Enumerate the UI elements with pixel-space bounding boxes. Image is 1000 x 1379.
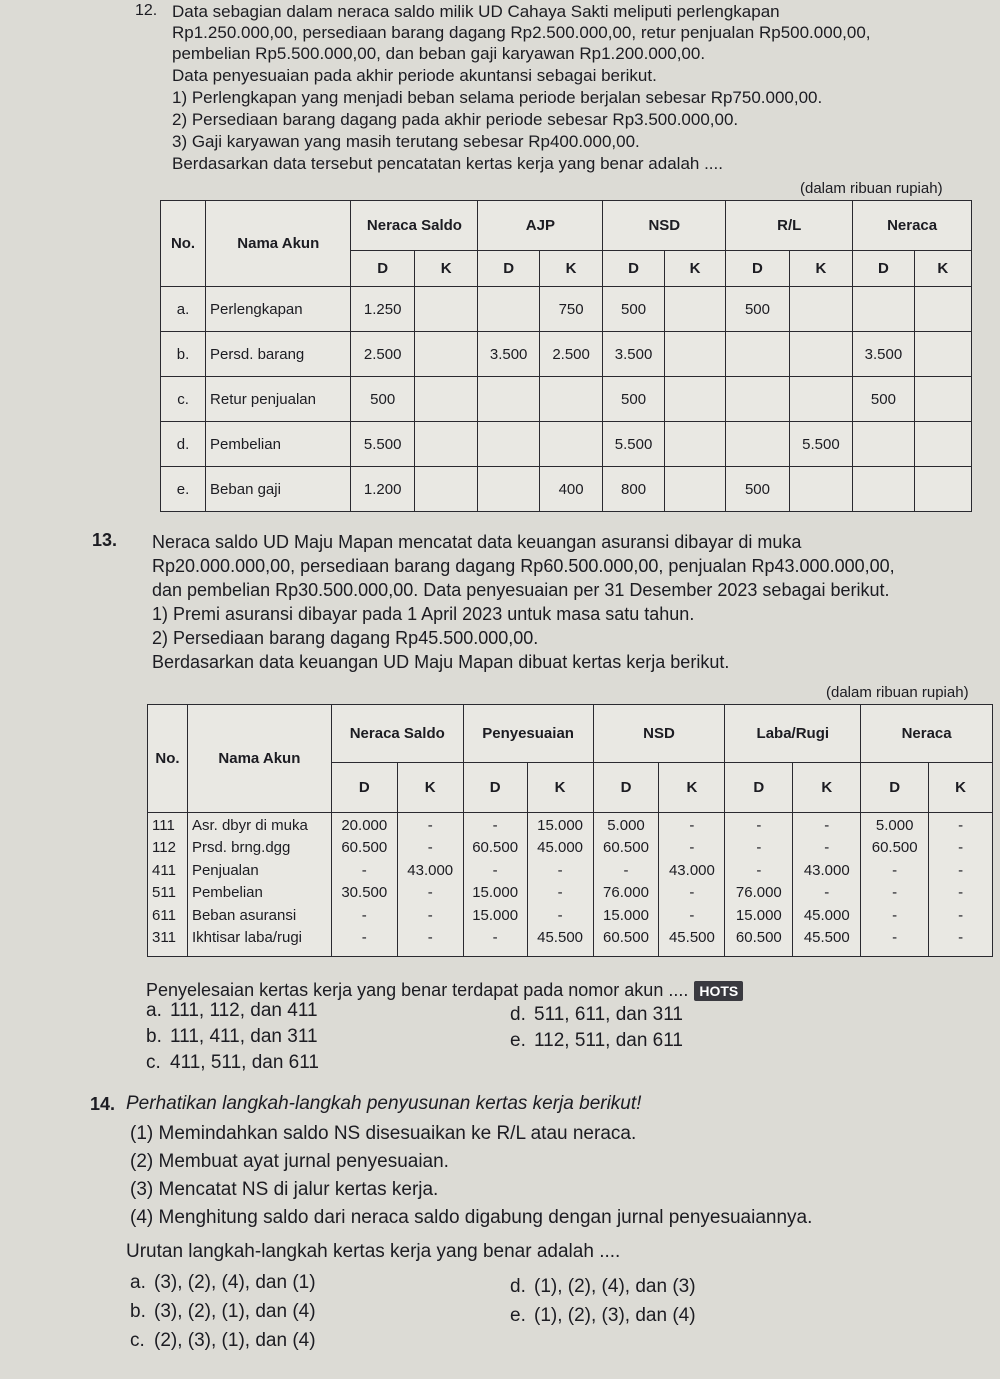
cell-value: 45.000: [803, 906, 850, 924]
cell-value: [914, 332, 971, 377]
q12-text-line: Data sebagian dalam neraca saldo milik UD Cahaya Sakti meliputi perlengkapan: [172, 2, 780, 21]
option-key: c.: [146, 1052, 161, 1073]
cell-value: 60.500: [603, 839, 649, 857]
cell-value: [539, 422, 602, 467]
option-text: (1), (2), (4), dan (3): [534, 1276, 696, 1297]
cell-value: [789, 467, 852, 512]
account-name: Retur penjualan: [206, 377, 351, 422]
col-header-trial-balance: Neraca Saldo: [331, 705, 463, 763]
nsd-credit-column: [659, 813, 725, 957]
table-row: [161, 377, 972, 422]
option-key: d.: [510, 1276, 526, 1297]
cell-value: [664, 467, 725, 512]
cell-value: 15.000: [472, 906, 519, 924]
bs-debit-column: [861, 813, 929, 957]
col-header-rl: R/L: [726, 201, 853, 251]
cell-value: [914, 287, 971, 332]
cell-value: -: [492, 817, 498, 834]
cell-value: 5.500: [789, 422, 852, 467]
q14-question: Urutan langkah-langkah kertas kerja yang benar adalah ....: [126, 1241, 621, 1262]
option-key: b.: [130, 1301, 146, 1322]
cell-value: -: [958, 884, 964, 902]
option-key: b.: [146, 1026, 162, 1047]
cell-value: 43.000: [803, 861, 850, 879]
cell-value: 60.500: [871, 839, 918, 857]
cell-value: 500: [726, 287, 789, 332]
cell-value: -: [824, 817, 830, 834]
credit-header: K: [929, 763, 993, 813]
col-header-nsd: NSD: [593, 705, 725, 763]
q12-text-line: 2) Persediaan barang dagang pada akhir periode sebesar Rp3.500.000,00.: [172, 110, 739, 129]
q12-text-line: Data penyesuaian pada akhir periode akuntansi sebagai berikut.: [172, 66, 657, 85]
cell-value: -: [892, 884, 898, 902]
cell-value: 3.500: [603, 332, 664, 377]
cell-value: -: [361, 861, 367, 879]
q12-text-line: 1) Perlengkapan yang menjadi beban selama periode berjalan sebesar Rp750.000,00.: [172, 88, 823, 107]
cell-value: 1.250: [351, 287, 414, 332]
account-number: 611: [152, 906, 176, 924]
cell-value: -: [689, 839, 695, 857]
option-text: (1), (2), (3), dan (4): [534, 1305, 696, 1326]
cell-value: 400: [539, 467, 602, 512]
q13-text-line: 1) Premi asuransi dibayar pada 1 April 2023 untuk masa satu tahun.: [152, 604, 695, 624]
cell-value: [853, 287, 914, 332]
row-label: e.: [161, 467, 206, 512]
debit-header: D: [351, 251, 414, 287]
cell-value: 500: [351, 377, 414, 422]
cell-value: -: [958, 839, 964, 857]
cell-value: -: [557, 884, 563, 902]
cell-value: -: [756, 817, 762, 834]
cell-value: -: [756, 861, 762, 879]
cell-value: 750: [539, 287, 602, 332]
cell-value: -: [689, 817, 695, 834]
cell-value: 500: [603, 287, 664, 332]
cell-value: -: [892, 861, 898, 879]
option-text: (2), (3), (1), dan (4): [154, 1330, 316, 1351]
cell-value: 500: [853, 377, 914, 422]
cell-value: [726, 332, 789, 377]
table-row: [161, 332, 972, 377]
cell-value: [726, 377, 789, 422]
rl-debit-column: [725, 813, 793, 957]
cell-value: -: [427, 928, 433, 946]
cell-value: 60.500: [472, 839, 519, 857]
row-label: d.: [161, 422, 206, 467]
cell-value: -: [623, 861, 629, 879]
table-row: [161, 287, 972, 332]
q12-table-caption: (dalam ribuan rupiah): [800, 180, 943, 197]
q13-text-line: Rp20.000.000,00, persediaan barang dagang Rp60.500.000,00, penjualan Rp43.000.000,00,: [152, 556, 895, 576]
cell-value: -: [427, 906, 433, 924]
option-text: 112, 511, dan 611: [534, 1030, 683, 1051]
table-body-row: [148, 813, 993, 957]
cell-value: 500: [603, 377, 664, 422]
cell-value: 1.200: [351, 467, 414, 512]
cell-value: [914, 467, 971, 512]
q14-option-e[interactable]: [510, 1305, 696, 1327]
cell-value: 5.000: [607, 817, 645, 834]
cell-value: 45.500: [537, 928, 584, 946]
col-header-ajp: AJP: [478, 201, 603, 251]
row-label: b.: [161, 332, 206, 377]
cell-value: 45.000: [537, 839, 584, 857]
q14-option-a[interactable]: [130, 1272, 316, 1294]
credit-header: K: [914, 251, 971, 287]
account-name: Asr. dbyr di muka: [191, 817, 308, 834]
cell-value: 43.000: [668, 861, 715, 879]
account-name: Beban gaji: [206, 467, 351, 512]
cell-value: [478, 287, 539, 332]
cell-value: 45.500: [803, 928, 850, 946]
cell-value: -: [892, 928, 898, 946]
cell-value: -: [958, 906, 964, 924]
cell-value: 30.500: [341, 884, 388, 902]
credit-header: K: [793, 763, 861, 813]
table-row: [161, 422, 972, 467]
q13-option-a[interactable]: [146, 1000, 318, 1022]
q14-option-b[interactable]: [130, 1301, 316, 1323]
cell-value: -: [958, 928, 964, 946]
q12-text-line: pembelian Rp5.500.000,00, dan beban gaji karyawan Rp1.200.000,00.: [172, 44, 706, 63]
cell-value: [478, 422, 539, 467]
cell-value: [853, 422, 914, 467]
col-header-income: Laba/Rugi: [725, 705, 861, 763]
q13-text-line: Berdasarkan data keuangan UD Maju Mapan dibuat kertas kerja berikut.: [152, 652, 730, 672]
option-key: e.: [510, 1030, 526, 1051]
option-text: 511, 611, dan 311: [534, 1004, 683, 1025]
option-key: a.: [146, 1000, 162, 1021]
q12-worksheet-table: [160, 200, 972, 512]
account-number: 311: [152, 928, 176, 946]
cell-value: [414, 422, 477, 467]
account-name: Persd. barang: [206, 332, 351, 377]
account-name: Prsd. brng.dgg: [191, 839, 291, 857]
cell-value: 76.000: [603, 884, 649, 902]
col-header-trial-balance: Neraca Saldo: [351, 201, 478, 251]
q14-option-c[interactable]: [130, 1330, 316, 1352]
q14-step: (1) Memindahkan saldo NS disesuaikan ke R/L atau neraca.: [130, 1123, 637, 1144]
credit-header: K: [539, 251, 602, 287]
option-key: e.: [510, 1305, 526, 1326]
cell-value: -: [824, 884, 830, 902]
account-name-column: [187, 813, 331, 957]
cell-value: -: [427, 839, 433, 857]
credit-header: K: [659, 763, 725, 813]
col-header-account: Nama Akun: [206, 201, 351, 287]
debit-header: D: [463, 763, 527, 813]
cell-value: -: [492, 861, 498, 879]
cell-value: [478, 377, 539, 422]
adj-credit-column: [527, 813, 593, 957]
debit-header: D: [853, 251, 914, 287]
option-text: (3), (2), (1), dan (4): [154, 1301, 316, 1322]
q13-option-d[interactable]: [510, 1004, 683, 1026]
question-14-number: 14.: [90, 1094, 116, 1114]
hots-badge: HOTS: [694, 981, 743, 1001]
credit-header: K: [414, 251, 477, 287]
q13-table-caption: (dalam ribuan rupiah): [826, 684, 969, 701]
option-text: (3), (2), (4), dan (1): [154, 1272, 316, 1293]
rl-credit-column: [793, 813, 861, 957]
cell-value: [664, 332, 725, 377]
q13-question: [146, 980, 743, 1001]
q13-text-line: dan pembelian Rp30.500.000,00. Data penyesuaian per 31 Desember 2023 sebagai berikut.: [152, 580, 890, 600]
q14-step: (2) Membuat ayat jurnal penyesuaian.: [130, 1151, 449, 1172]
cell-value: 15.000: [472, 884, 519, 902]
q13-question-text: Penyelesaian kertas kerja yang benar terdapat pada nomor akun ....: [146, 980, 689, 1000]
q12-text-line: 3) Gaji karyawan yang masih terutang sebesar Rp400.000,00.: [172, 132, 640, 151]
cell-value: 60.500: [735, 928, 782, 946]
debit-header: D: [331, 763, 397, 813]
q14-intro: Perhatikan langkah-langkah penyusunan kertas kerja berikut!: [126, 1093, 642, 1114]
option-key: d.: [510, 1004, 526, 1025]
cell-value: [664, 287, 725, 332]
cell-value: -: [892, 906, 898, 924]
option-text: 111, 411, dan 311: [170, 1026, 318, 1047]
ns-credit-column: [397, 813, 463, 957]
cell-value: 800: [603, 467, 664, 512]
cell-value: 3.500: [853, 332, 914, 377]
cell-value: [414, 377, 477, 422]
account-name: Ikhtisar laba/rugi: [191, 928, 303, 946]
cell-value: [664, 377, 725, 422]
account-name: Pembelian: [206, 422, 351, 467]
cell-value: [478, 467, 539, 512]
bs-credit-column: [929, 813, 993, 957]
debit-header: D: [593, 763, 659, 813]
cell-value: [414, 287, 477, 332]
q13-option-b[interactable]: [146, 1026, 318, 1048]
q14-option-d[interactable]: [510, 1276, 696, 1298]
cell-value: 60.500: [603, 928, 649, 946]
q13-worksheet-table: [147, 704, 993, 957]
debit-header: D: [725, 763, 793, 813]
account-name: Penjualan: [191, 861, 259, 879]
q14-step: (3) Mencatat NS di jalur kertas kerja.: [130, 1179, 439, 1200]
cell-value: 5.500: [351, 422, 414, 467]
cell-value: -: [361, 906, 367, 924]
cell-value: -: [557, 861, 563, 879]
cell-value: -: [492, 928, 498, 946]
cell-value: 15.000: [603, 906, 649, 924]
q13-text-line: Neraca saldo UD Maju Mapan mencatat data keuangan asuransi dibayar di muka: [152, 532, 802, 552]
question-12-number: 12.: [135, 2, 158, 19]
col-header-adjustment: Penyesuaian: [463, 705, 593, 763]
account-number-column: [148, 813, 188, 957]
cell-value: -: [689, 906, 695, 924]
cell-value: 15.000: [735, 906, 782, 924]
cell-value: 15.000: [537, 817, 584, 834]
q13-option-c[interactable]: [146, 1052, 319, 1074]
account-name: Pembelian: [191, 884, 263, 902]
cell-value: [789, 287, 852, 332]
cell-value: 20.000: [341, 817, 388, 834]
account-number: 112: [152, 839, 176, 857]
cell-value: 3.500: [478, 332, 539, 377]
q12-text-line: Rp1.250.000,00, persediaan barang dagang Rp2.500.000,00, retur penjualan Rp500.000,00,: [172, 23, 871, 42]
cell-value: -: [756, 839, 762, 857]
cell-value: -: [361, 928, 367, 946]
col-header-nsd: NSD: [603, 201, 726, 251]
credit-header: K: [397, 763, 463, 813]
cell-value: 500: [726, 467, 789, 512]
credit-header: K: [664, 251, 725, 287]
cell-value: [914, 422, 971, 467]
table-row: [161, 467, 972, 512]
cell-value: -: [958, 817, 964, 834]
ns-debit-column: [331, 813, 397, 957]
cell-value: [789, 377, 852, 422]
cell-value: 2.500: [351, 332, 414, 377]
account-number: 411: [152, 861, 176, 879]
q12-text-line: Berdasarkan data tersebut pencatatan kertas kerja yang benar adalah ....: [172, 154, 723, 173]
question-13-number: 13.: [92, 530, 118, 550]
option-text: 411, 511, dan 611: [170, 1052, 319, 1073]
cell-value: 43.000: [407, 861, 454, 879]
option-text: 111, 112, dan 411: [170, 1000, 318, 1021]
cell-value: [789, 332, 852, 377]
cell-value: -: [427, 817, 433, 834]
cell-value: -: [689, 884, 695, 902]
credit-header: K: [789, 251, 852, 287]
cell-value: [726, 422, 789, 467]
col-header-balance-sheet: Neraca: [853, 201, 972, 251]
col-header-account: Nama Akun: [187, 705, 331, 813]
cell-value: -: [427, 884, 433, 902]
q13-option-e[interactable]: [510, 1030, 683, 1052]
cell-value: -: [958, 861, 964, 879]
cell-value: [539, 377, 602, 422]
account-number: 511: [152, 884, 176, 902]
cell-value: [414, 332, 477, 377]
cell-value: 2.500: [539, 332, 602, 377]
row-label: c.: [161, 377, 206, 422]
cell-value: -: [824, 839, 830, 857]
cell-value: 60.500: [341, 839, 388, 857]
debit-header: D: [861, 763, 929, 813]
debit-header: D: [603, 251, 664, 287]
adj-debit-column: [463, 813, 527, 957]
option-key: c.: [130, 1330, 145, 1351]
cell-value: [414, 467, 477, 512]
cell-value: 5.000: [875, 817, 914, 834]
credit-header: K: [527, 763, 593, 813]
debit-header: D: [726, 251, 789, 287]
col-header-no: No.: [161, 201, 206, 287]
cell-value: 76.000: [735, 884, 782, 902]
account-number: 111: [152, 817, 175, 834]
nsd-debit-column: [593, 813, 659, 957]
cell-value: 45.500: [668, 928, 715, 946]
account-name: Beban asuransi: [191, 906, 297, 924]
q14-step: (4) Menghitung saldo dari neraca saldo digabung dengan jurnal penyesuaiannya.: [130, 1207, 813, 1228]
option-key: a.: [130, 1272, 146, 1293]
q13-text-line: 2) Persediaan barang dagang Rp45.500.000,00.: [152, 628, 539, 648]
cell-value: -: [557, 906, 563, 924]
cell-value: [914, 377, 971, 422]
cell-value: [664, 422, 725, 467]
col-header-balance-sheet: Neraca: [861, 705, 993, 763]
cell-value: 5.500: [603, 422, 664, 467]
row-label: a.: [161, 287, 206, 332]
debit-header: D: [478, 251, 539, 287]
cell-value: [853, 467, 914, 512]
col-header-no: No.: [148, 705, 188, 813]
account-name: Perlengkapan: [206, 287, 351, 332]
